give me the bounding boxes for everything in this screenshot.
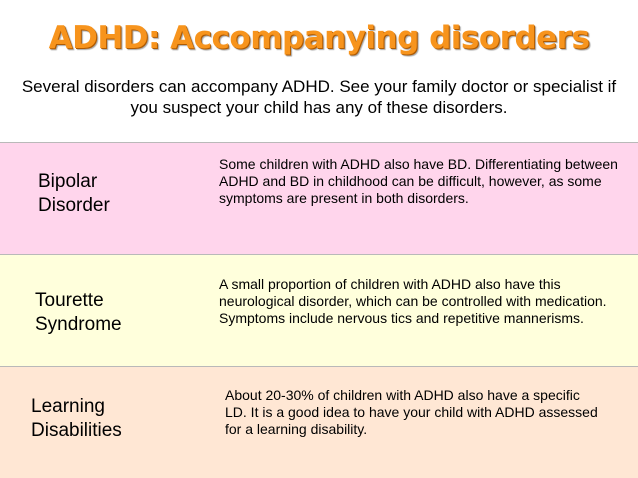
disorder-description-learning: About 20-30% of children with ADHD also have a specific LD. It is a good idea to have your child with ADHD assessed for a learning disability. bbox=[225, 387, 598, 437]
disorder-row-tourette bbox=[0, 254, 638, 366]
disorder-name-line2: Disorder bbox=[38, 195, 110, 216]
disorder-row-learning bbox=[0, 366, 638, 478]
disorder-name-line2: Syndrome bbox=[35, 314, 122, 335]
disorder-name-line2: Disabilities bbox=[31, 420, 122, 441]
disorder-name-tourette bbox=[35, 289, 205, 337]
disorder-name-bipolar bbox=[38, 170, 208, 218]
disorder-name-line1: Bipolar bbox=[38, 171, 98, 192]
disorder-name-learning bbox=[31, 395, 201, 443]
disorder-description-bipolar: Some children with ADHD also have BD. Differentiating between ADHD and BD in childhood can be difficult, however, as some symptoms are present in both disorders. bbox=[219, 156, 618, 206]
disorder-description-tourette: A small proportion of children with ADHD also have this neurological disorder, which can be controlled with medication. Symptoms include nervous tics and repetitive mannerisms. bbox=[219, 276, 607, 326]
slide-title: ADHD: Accompanying disorders bbox=[48, 20, 590, 56]
disorder-name-line1: Learning bbox=[31, 396, 105, 417]
intro-text: Several disorders can accompany ADHD. See your family doctor or specialist if you suspect your child has any of these disorders. bbox=[21, 77, 617, 117]
disorder-name-line1: Tourette bbox=[35, 290, 104, 311]
disorder-row-bipolar bbox=[0, 142, 638, 254]
